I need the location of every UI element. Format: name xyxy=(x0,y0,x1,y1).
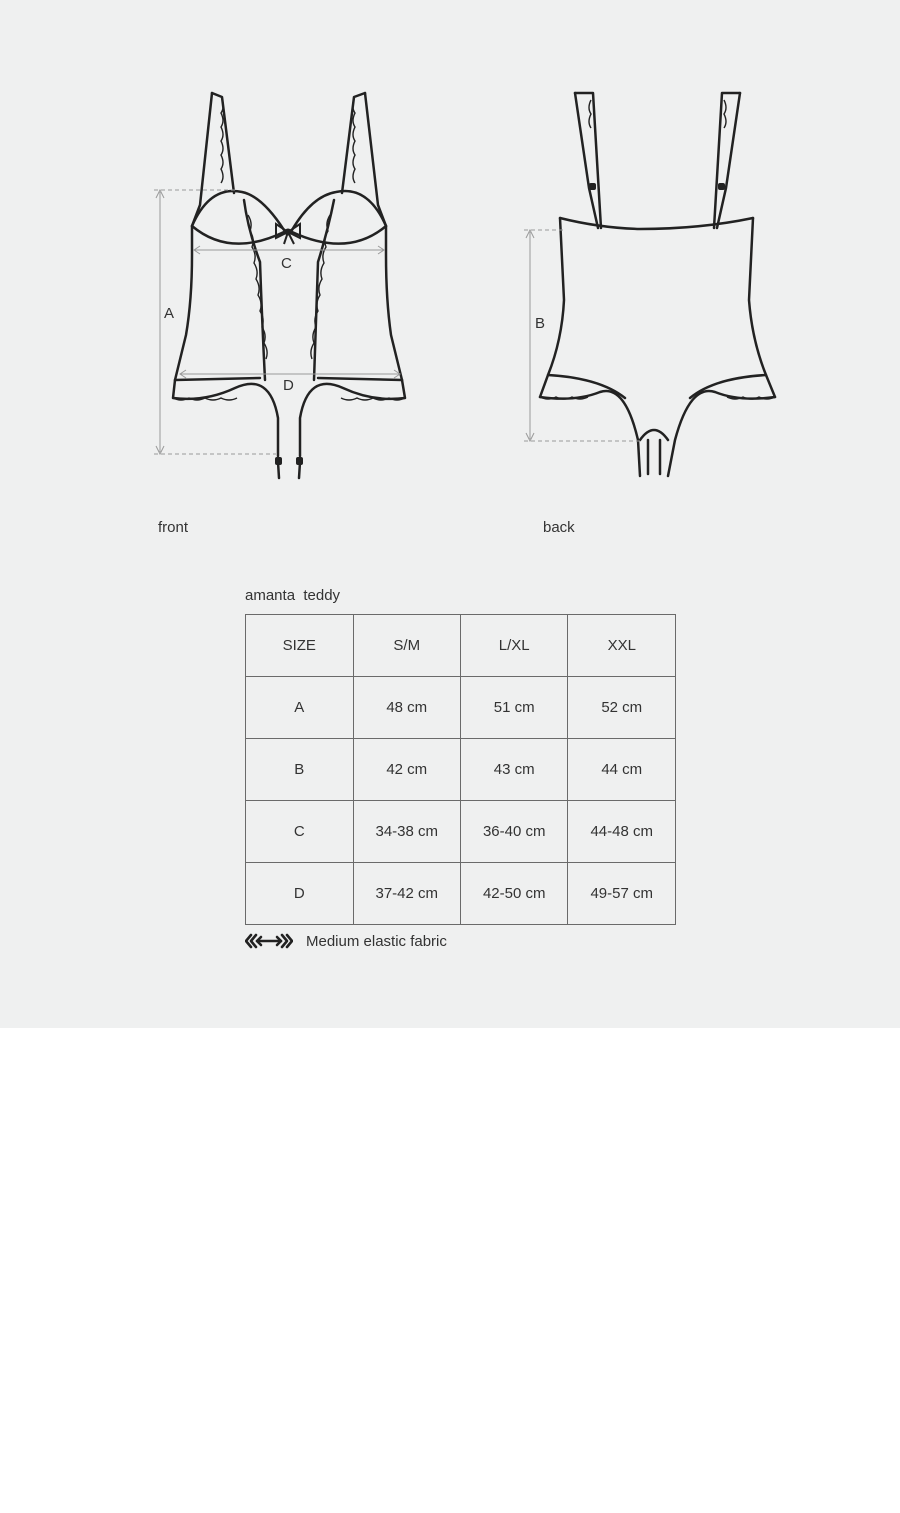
table-cell: 48 cm xyxy=(353,677,460,739)
garment-diagram xyxy=(0,0,900,560)
table-row xyxy=(246,739,676,801)
back-lace-trim xyxy=(540,100,775,399)
header-cell: SIZE xyxy=(246,615,354,677)
table-cell: 44-48 cm xyxy=(568,801,676,863)
table-header-row xyxy=(246,615,676,677)
dimension-letter-c: C xyxy=(281,255,292,272)
size-chart-table xyxy=(245,614,676,925)
table-cell: 49-57 cm xyxy=(568,863,676,925)
garter-clips xyxy=(275,457,303,465)
strap-adjusters xyxy=(589,183,725,190)
front-view-drawing xyxy=(173,93,405,478)
dimension-letter-b: B xyxy=(535,315,546,332)
table-row xyxy=(246,677,676,739)
table-cell: 43 cm xyxy=(460,739,568,801)
table-cell: 37-42 cm xyxy=(353,863,460,925)
table-cell: B xyxy=(246,739,354,801)
table-cell: 36-40 cm xyxy=(460,801,568,863)
stretch-arrows-icon xyxy=(245,932,293,950)
table-cell: 52 cm xyxy=(568,677,676,739)
back-view-drawing xyxy=(540,93,775,476)
fabric-note xyxy=(245,932,447,950)
table-cell: 34-38 cm xyxy=(353,801,460,863)
header-cell: S/M xyxy=(353,615,460,677)
table-cell: C xyxy=(246,801,354,863)
dimension-letter-a: A xyxy=(164,305,175,322)
back-view-label: back xyxy=(543,519,575,536)
header-cell: XXL xyxy=(568,615,676,677)
table-cell: A xyxy=(246,677,354,739)
header-cell: L/XL xyxy=(460,615,568,677)
front-view-label: front xyxy=(158,519,189,536)
table-cell: D xyxy=(246,863,354,925)
table-row xyxy=(246,801,676,863)
table-cell: 44 cm xyxy=(568,739,676,801)
product-title: amanta teddy xyxy=(245,587,341,604)
fabric-label: Medium elastic fabric xyxy=(306,932,447,950)
table-cell: 51 cm xyxy=(460,677,568,739)
table-row xyxy=(246,863,676,925)
back-dimension-lines xyxy=(524,230,640,441)
table-cell: 42-50 cm xyxy=(460,863,568,925)
table-cell: 42 cm xyxy=(353,739,460,801)
dimension-letter-d: D xyxy=(283,377,294,394)
